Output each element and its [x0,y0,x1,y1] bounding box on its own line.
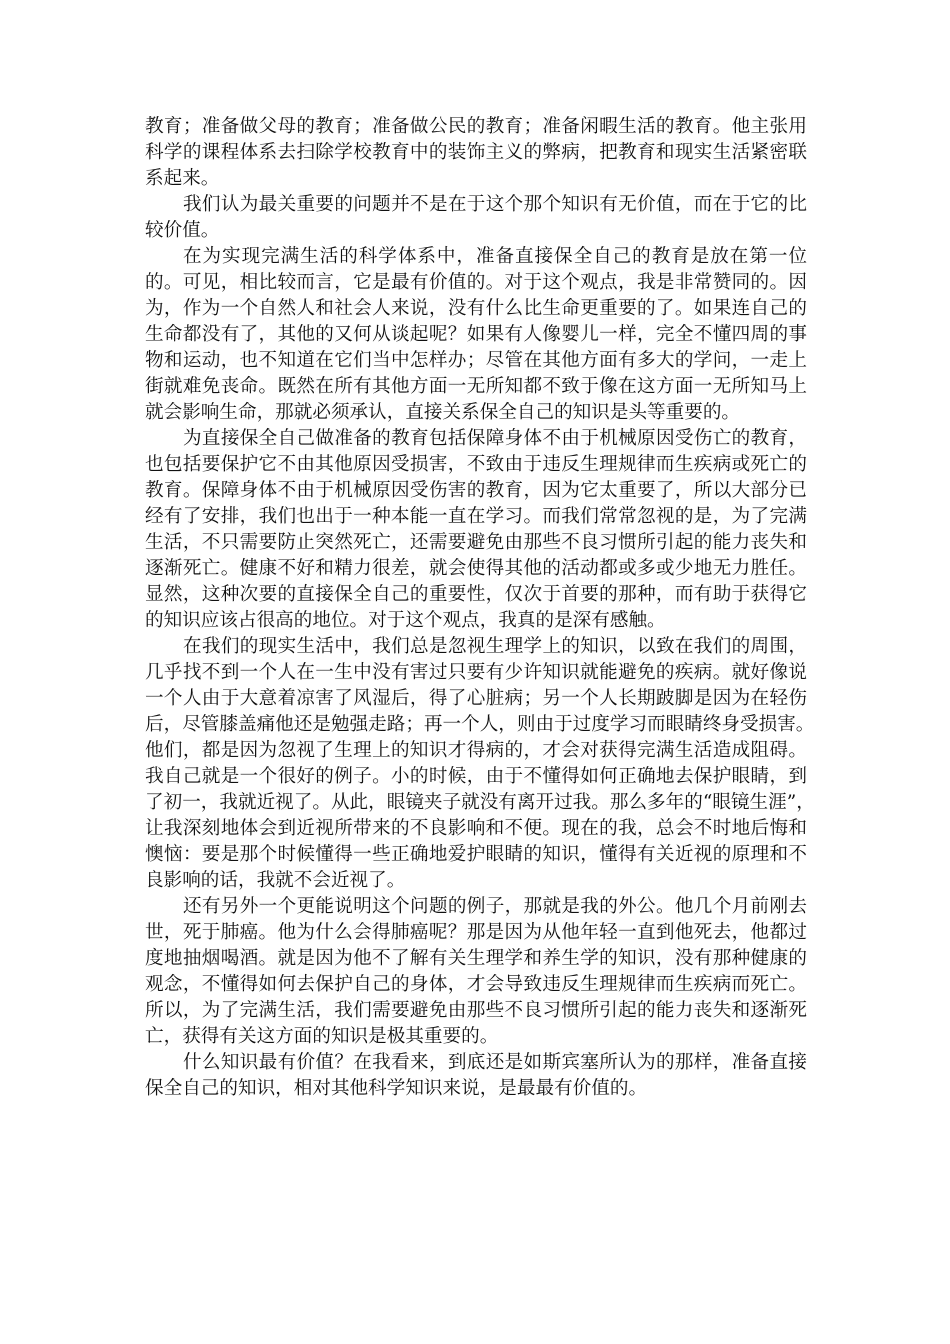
text-line: 观念，不懂得如何去保护自己的身体，才会导致违反生理规律而生疾病而死亡。 [145,974,807,995]
text-line: 物和运动，也不知道在它们当中怎样办；尽管在其他方面有多大的学问，一走上 [145,350,807,371]
paragraph-first-line: 在为实现完满生活的科学体系中，准备直接保全自己的教育是放在第一位 [183,246,807,267]
paragraph-first-line: 为直接保全自己做准备的教育包括保障身体不由于机械原因受伤亡的教育， [183,428,807,449]
text-line: 所以，为了完满生活，我们需要避免由那些不良习惯所引起的能力丧失和逐渐死 [145,1000,807,1021]
text-line: 亡，获得有关这方面的知识是极其重要的。 [145,1026,499,1047]
document-body [145,114,815,1102]
text-line: 就会影响生命，那就必须承认，直接关系保全自己的知识是头等重要的。 [145,402,741,423]
paragraph-first-line: 还有另外一个更能说明这个问题的例子，那就是我的外公。他几个月前刚去 [183,896,807,917]
text-line: 让我深刻地体会到近视所带来的不良影响和不便。现在的我，总会不时地后悔和 [145,818,807,839]
text-line: 几乎找不到一个人在一生中没有害过只要有少许知识就能避免的疾病。就好像说 [145,662,807,683]
text-line: 保全自己的知识，相对其他科学知识来说，是最最有价值的。 [145,1078,648,1099]
text-line: 一个人由于大意着凉害了风湿后，得了心脏病；另一个人长期跛脚是因为在轻伤 [145,688,807,709]
text-line: 为，作为一个自然人和社会人来说，没有什么比生命更重要的了。如果连自己的 [145,298,807,319]
text-line: 的。可见，相比较而言，它是最有价值的。对于这个观点，我是非常赞同的。因 [145,272,807,293]
paragraph-first-line: 什么知识最有价值？在我看来，到底还是如斯宾塞所认为的那样，准备直接 [183,1052,807,1073]
text-line: 逐渐死亡。健康不好和精力很差，就会使得其他的活动都或多或少地无力胜任。 [145,558,807,579]
text-line: 教育。保障身体不由于机械原因受伤害的教育，因为它太重要了，所以大部分已 [145,480,807,501]
text-line: 的知识应该占很高的地位。对于这个观点，我真的是深有感触。 [145,610,666,631]
text-line: 显然，这种次要的直接保全自己的重要性，仅次于首要的那种，而有助于获得它 [145,584,807,605]
text-line: 系起来。 [145,168,220,189]
paragraph-first-line: 在我们的现实生活中，我们总是忽视生理学上的知识，以致在我们的周围， [183,636,807,657]
text-line: 我自己就是一个很好的例子。小的时候，由于不懂得如何正确地去保护眼睛，到 [145,766,807,787]
text-line: 生命都没有了，其他的又何从谈起呢？如果有人像婴儿一样，完全不懂四周的事 [145,324,807,345]
text-line: 科学的课程体系去扫除学校教育中的装饰主义的弊病，把教育和现实生活紧密联 [145,142,807,163]
text-line: 经有了安排，我们也出于一种本能一直在学习。而我们常常忽视的是，为了完满 [145,506,807,527]
text-line: 世，死于肺癌。他为什么会得肺癌呢？那是因为从他年轻一直到他死去，他都过 [145,922,807,943]
text-line: 较价值。 [145,220,220,241]
text-line: 街就难免丧命。既然在所有其他方面一无所知都不致于像在这方面一无所知马上 [145,376,807,397]
text-line: 教育；准备做父母的教育；准备做公民的教育；准备闲暇生活的教育。他主张用 [145,116,807,137]
text-line: 生活，不只需要防止突然死亡，还需要避免由那些不良习惯所引起的能力丧失和 [145,532,807,553]
paragraph-first-line: 我们认为最关重要的问题并不是在于这个那个知识有无价值，而在于它的比 [183,194,807,215]
text-line: 后，尽管膝盖痛他还是勉强走路；再一个人，则由于过度学习而眼睛终身受损害。 [145,714,815,735]
text-line: 也包括要保护它不由其他原因受损害，不致由于违反生理规律而生疾病或死亡的 [145,454,807,475]
text-line: 他们，都是因为忽视了生理上的知识才得病的，才会对获得完满生活造成阻碍。 [145,740,807,761]
text-line: 良影响的话，我就不会近视了。 [145,870,406,891]
text-line: 度地抽烟喝酒。就是因为他不了解有关生理学和养生学的知识，没有那种健康的 [145,948,807,969]
text-line: 了初一，我就近视了。从此，眼镜夹子就没有离开过我。那么多年的“眼镜生涯”， [145,792,815,813]
text-line: 懊恼：要是那个时候懂得一些正确地爱护眼睛的知识，懂得有关近视的原理和不 [145,844,807,865]
